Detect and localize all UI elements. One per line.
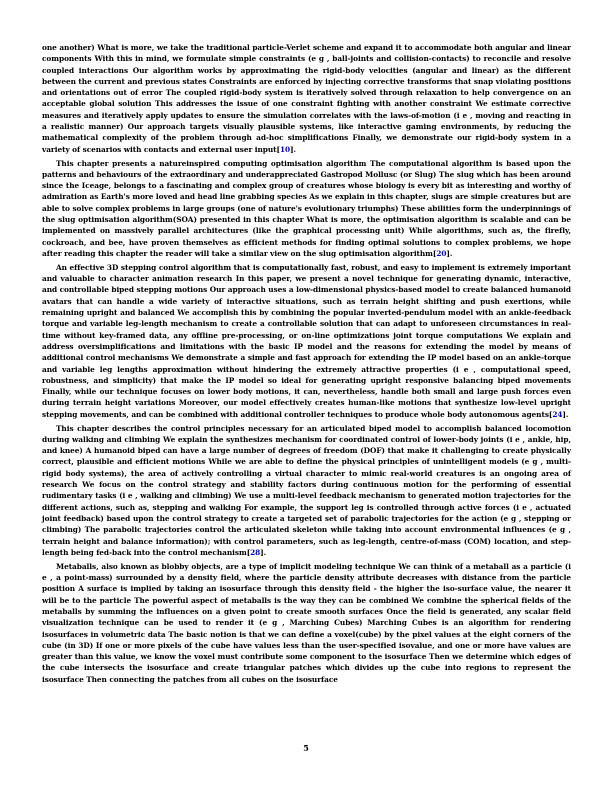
citation-link[interactable]: 10 [279, 144, 291, 154]
paragraph-metaballs [42, 561, 571, 685]
paragraph-text: This chapter presents a natureinspired computing optimisation algorithm The computational algorithm is based upon the patterns and behaviours of the extraordinary and underappreciated Gastropod Mollusc (or Slug) The slug which has been around since the Iceage, belongs to a fascinating and complex group of creatures whose biology is every bit as interesting and worthy of admiration as Earth's more loved and head line grabbing species As we explain in this chapter, slugs are simple creatures but are able to solve complex problems in large groups (one of nature's evolutionary triumphs) These abilities form the underpinnings of the slug optimisation algorithm(SOA) presented in this chapter What is more, the optimisation algorithm is scalable and can be implemented on massively parallel architectures (like the graphical processing unit) While algorithms, such as, the firefly, cockroach, and bee, have proven themselves as efficient methods for finding optimal solutions to complex problems, we hope after reading this chapter the reader will take a similar view on the slug optimisation algorithm [42, 158, 571, 258]
citation-link[interactable]: 20 [436, 248, 447, 258]
paragraph-text: An effective 3D stepping control algorithm that is computationally fast, robust, and easy to implement is extremely important and valuable to character animation research In this paper, we present a novel technique for generating dynamic, interactive, and controllable biped stepping motions Our approach uses a low-dimensional physics-based model to create balanced humanoid avatars that can handle a wide variety of interactive situations, such as terrain height shifting and push exertions, while remaining upright and balanced We accomplish this by combining the popular inverted-pendulum model with an ankle-feedback torque and variable leg-length mechanism to create a controllable solution that can adapt to unforeseen circumstances in real-time without key-framed data, any offline pre-processing, or on-line optimizations joint torque computations We explain and address oversimplifications and limitations with the basic IP model and the reasons for extending the model by means of additional control mechanisms We demonstrate a simple and fast approach for extending the IP model based on an ankle-torque and variable leg lengths approximation without hindering the extremely attractive properties (i e , computational speed, robustness, and simplicity) that make the IP model so ideal for generating upright responsive balancing biped movements Finally, while our technique focuses on lower body motions, it can, nevertheless, handle both small and large push forces even during terrain height variations Moreover, our model effectively creates human-like motions that synthesize low-level upright stepping movements, and can be combined with additional controller techniques to produce whole body autonomous agents [42, 262, 571, 419]
paragraph-text: one another) What is more, we take the traditional particle-Verlet scheme and expand it to accommodate both angular and linear components With this in mind, we formulate simple constraints (e g , ball-joints and collision-contacts) to reconcile and resolve coupled interactions Our algorithm works by approximating the rigid-body velocities (angular and linear) as the different between the current and previous states Constraints are enforced by injecting corrective transforms that snap violating positions and orientations out of error The coupled rigid-body system is iteratively solved through relaxation to help convergence on an acceptable global solution This addresses the issue of one constraint fighting with another constraint We estimate corrective measures and iteratively apply updates to ensure the simulation correlates with the laws-of-motion (i e , moving and reacting in a realistic manner) Our approach targets visually plausible systems, like interactive gaming environments, by reducing the mathematical complexity of the problem through ad-hoc simplifications Finally, we demonstrate our rigid-body system in a variety of scenarios with contacts and external user input [42, 43, 571, 154]
paragraph-rigid-body: one another) What is more, we take the traditional particle-Verlet scheme and expand it to accommodate both angular and linear components With this in mind, we formulate simple constraints (e g , ball-joints and collision-contacts) to reconcile and resolve coupled interactions Our algorithm works by approximating the rigid-body velocities (angular and linear) as the different between the current and previous states Constraints are enforced by injecting corrective transforms that snap violating positions and orientations out of error The coupled rigid-body system is iteratively solved through relaxation to help convergence on an acceptable global solution This addresses the issue of one constraint fighting with another constraint We estimate corrective measures and iteratively apply updates to ensure the simulation correlates with the laws-of-motion (i e , moving and reacting in a realistic manner) Our approach targets visually plausible systems, like interactive gaming environments, by reducing the mathematical complexity of the problem through ad-hoc simplifications Finally, we demonstrate our rigid-body system in a variety of scenarios with contacts and external user input[10]. [42, 43, 571, 154]
page-number: 5 [303, 743, 309, 753]
paragraph-text: Metaballs, also known as blobby objects, are a type of implicit modeling technique We can think of a metaball as a particle (i e , a point-mass) surrounded by a density field, where the particle density attribute decreases with distance from the particle position A surface is implied by taking an isosurface through this density field - the higher the iso-surface value, the nearer it will be to the particle The powerful aspect of metaballs is the way they can be combined We combine the spherical fields of the metaballs by summing the influences on a given point to create smooth surfaces Once the field is generated, any scalar field visualization technique can be used to render it (e g , Marching Cubes) Marching Cubes is an algorithm for rendering isosurfaces in volumetric data The basic notion is that we can define a voxel(cube) by the pixel values at the eight corners of the cube (in 3D) If one or more pixels of the cube have values less than the user-specified isovalue, and one or more have values are greater than this value, we know the voxel must contribute some component to the isosurface Then we determine which edges of the cube intersects the isosurface and create triangular patches which divides up the cube into regions to represent the isosurface Then connecting the patches from all cubes on the isosurface [42, 561, 571, 684]
paragraph-stepping-control: An effective 3D stepping control algorithm that is computationally fast, robust, and easy to implement is extremely important and valuable to character animation research In this paper, we present a novel technique for generating dynamic, interactive, and controllable biped stepping motions Our approach uses a low-dimensional physics-based model to create balanced humanoid avatars that can handle a wide variety of interactive situations, such as terrain height shifting and push exertions, while remaining upright and balanced We accomplish this by combining the popular inverted-pendulum model with an ankle-feedback torque and variable leg-length mechanism to create a controllable solution that can adapt to unforeseen circumstances in real-time without key-framed data, any offline pre-processing, or on-line optimizations joint torque computations We explain and address oversimplifications and limitations with the basic IP model and the reasons for extending the model by means of additional control mechanisms We demonstrate a simple and fast approach for extending the IP model based on an ankle-torque and variable leg lengths approximation without hindering the extremely attractive properties (i e , computational speed, robustness, and simplicity) that make the IP model so ideal for generating upright responsive balancing biped movements Finally, while our technique focuses on lower body motions, it can, nevertheless, handle both small and large push forces even during terrain height variations Moreover, our model effectively creates human-like motions that synthesize low-level upright stepping movements, and can be combined with additional controller techniques to produce whole body autonomous agents[24]. [42, 262, 571, 419]
document-body [42, 42, 571, 688]
citation-link[interactable]: 28 [250, 547, 261, 557]
citation-link[interactable]: 24 [552, 409, 563, 419]
paragraph-biped-control: This chapter describes the control principles necessary for an articulated biped model to accomplish balanced locomotion during walking and climbing We explain the synthesizes mechanism for coordinated control of lower-body joints (i e , ankle, hip, and knee) A humanoid biped can have a large number of degrees of freedom (DOF) that make it challenging to create physically correct, plausible and efficient motions While we are able to define the physical principles of unintelligent models (e g , multi-rigid body systems), the area of actively controlling a virtual character to mimic real-world creatures is an ongoing area of research We focus on the control strategy and stability factors during continuous motion for the performing of essential rudimentary tasks (i e , walking and climbing) We use a multi-level feedback mechanism to generated motion trajectories for the different actions, such as, stepping and walking For example, the support leg is controlled through active forces (i e , actuated joint feedback) based upon the control strategy to create a targeted set of parabolic trajectories for the action (e g , stepping or climbing) The parabolic trajectories control the articulated skeleton while taking into account environmental influences (e g , terrain height and balance information); with control parameters, such as leg-length, centre-of-mass (COM) location, and step-length being fed-back into the control mechanism[28]. [42, 423, 571, 557]
paragraph-slug-optimisation: This chapter presents a natureinspired computing optimisation algorithm The computational algorithm is based upon the patterns and behaviours of the extraordinary and underappreciated Gastropod Mollusc (or Slug) The slug which has been around since the Iceage, belongs to a fascinating and complex group of creatures whose biology is every bit as interesting and worthy of admiration as Earth's more loved and head line grabbing species As we explain in this chapter, slugs are simple creatures but are able to solve complex problems in large groups (one of nature's evolutionary triumphs) These abilities form the underpinnings of the slug optimisation algorithm(SOA) presented in this chapter What is more, the optimisation algorithm is scalable and can be implemented on massively parallel architectures (like the graphical processing unit) While algorithms, such as, the firefly, cockroach, and bee, have proven themselves as efficient methods for finding optimal solutions to complex problems, we hope after reading this chapter the reader will take a similar view on the slug optimisation algorithm[20]. [42, 158, 571, 258]
paragraph-text: This chapter describes the control principles necessary for an articulated biped model to accomplish balanced locomotion during walking and climbing We explain the synthesizes mechanism for coordinated control of lower-body joints (i e , ankle, hip, and knee) A humanoid biped can have a large number of degrees of freedom (DOF) that make it challenging to create physically correct, plausible and efficient motions While we are able to define the physical principles of unintelligent models (e g , multi-rigid body systems), the area of actively controlling a virtual character to mimic real-world creatures is an ongoing area of research We focus on the control strategy and stability factors during continuous motion for the performing of essential rudimentary tasks (i e , walking and climbing) We use a multi-level feedback mechanism to generated motion trajectories for the different actions, such as, stepping and walking For example, the support leg is controlled through active forces (i e , actuated joint feedback) based upon the control strategy to create a targeted set of parabolic trajectories for the action (e g , stepping or climbing) The parabolic trajectories control the articulated skeleton while taking into account environmental influences (e g , terrain height and balance information); with control parameters, such as leg-length, centre-of-mass (COM) location, and step-length being fed-back into the control mechanism [42, 423, 571, 557]
